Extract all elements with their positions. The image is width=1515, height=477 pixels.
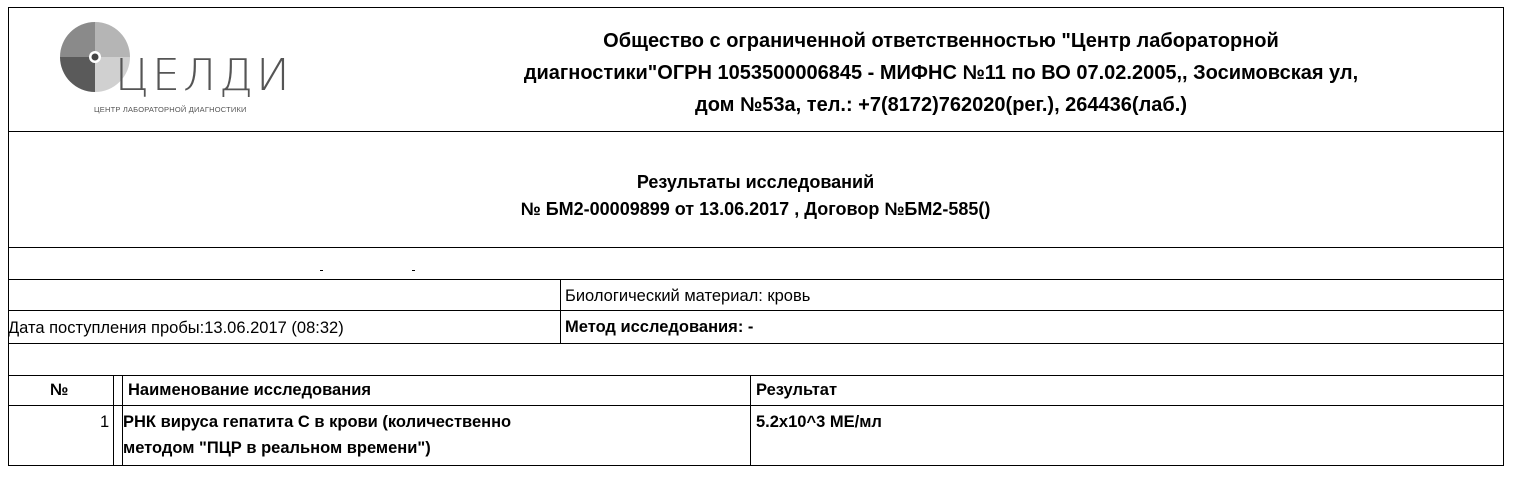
method-field: Метод исследования: - bbox=[565, 318, 754, 336]
logo-subtitle: ЦЕНТР ЛАБОРАТОРНОЙ ДИАГНОСТИКИ bbox=[94, 105, 247, 114]
table-top-border bbox=[8, 375, 1503, 376]
right-border bbox=[1503, 7, 1504, 465]
report-title: Результаты исследований bbox=[636, 172, 875, 192]
column-header-number: № bbox=[50, 381, 69, 399]
info-top-divider bbox=[8, 279, 1503, 280]
table-col-divider bbox=[750, 375, 751, 465]
top-border bbox=[8, 7, 1503, 8]
row-number: 1 bbox=[100, 413, 110, 431]
header-line-2: диагностики"ОГРН 1053500006845 - МИФНС №11 по ВО 07.02.2005,, Зосимовская ул, bbox=[523, 62, 1359, 84]
received-date-field: Дата поступления пробы:13.06.2017 (08:32) bbox=[8, 319, 344, 337]
table-header-divider bbox=[8, 405, 1503, 406]
row-result: 5.2x10^3 МЕ/мл bbox=[756, 413, 882, 431]
column-header-name: Наименование исследования bbox=[128, 381, 371, 399]
logo-name: ЦЕЛДИ bbox=[115, 50, 293, 101]
blank-row-mark bbox=[320, 270, 323, 271]
organization-header bbox=[386, 25, 1496, 121]
header-divider bbox=[8, 131, 1503, 132]
report-sheet bbox=[8, 7, 1503, 465]
table-col-divider bbox=[113, 375, 114, 465]
row-test-name-line-2: методом "ПЦР в реальном времени") bbox=[123, 439, 431, 457]
biomaterial-field: Биологический материал: кровь bbox=[565, 287, 811, 305]
left-border bbox=[8, 7, 9, 465]
header-line-1: Общество с ограниченной ответственностью "Центр лабораторной bbox=[603, 30, 1279, 52]
report-number: № БМ2-00009899 от 13.06.2017 , Договор №БМ2-585() bbox=[520, 199, 991, 219]
blank-row-mark bbox=[412, 270, 415, 271]
table-bottom-border bbox=[8, 465, 1504, 466]
info-bottom-divider bbox=[8, 343, 1503, 344]
row-test-name-line-1: РНК вируса гепатита С в крови (количественно bbox=[123, 413, 512, 431]
info-middle-divider bbox=[8, 310, 1503, 311]
info-column-divider bbox=[560, 279, 561, 343]
title-divider bbox=[8, 247, 1503, 248]
column-header-result: Результат bbox=[756, 381, 838, 399]
header-line-3: дом №53а, тел.: +7(8172)762020(рег.), 264436(лаб.) bbox=[695, 94, 1187, 116]
